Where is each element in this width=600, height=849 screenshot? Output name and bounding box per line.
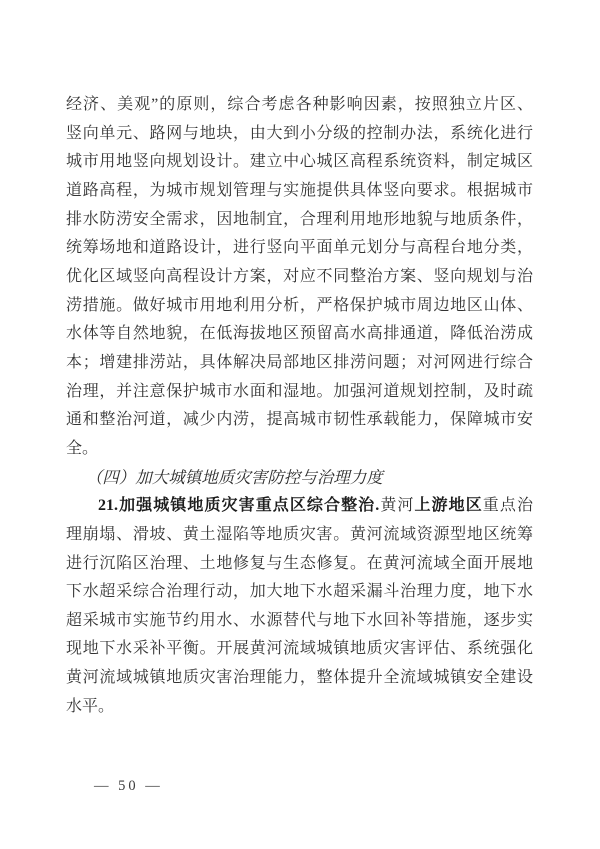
text-segment: 道路高程，为城市规划管理与实施提供具体竖向要求。根据城市 [66,181,533,199]
text-line [66,91,533,120]
text-line [66,292,533,321]
text-segment: 通和整治河道，减少内涝，提高城市韧性承载能力，保障城市安 [66,411,533,429]
text-line [66,206,533,235]
text-line [66,521,533,550]
text-segment: 城市用地竖向规划设计。建立中心城区高程系统资料，制定城区 [66,153,533,171]
text-line [66,177,533,206]
text-segment: 理崩塌、滑坡、黄土湿陷等地质灾害。黄河流域资源型地区统筹 [66,525,533,543]
text-segment: 竖向单元、路网与地块，由大到小分级的控制办法，系统化进行 [66,124,533,142]
text-line [66,492,533,521]
text-line [66,320,533,349]
text-segment: 超采城市实施节约用水、水源替代与地下水回补等措施，逐步实 [66,611,533,629]
page-number: — 50 — [94,778,163,794]
text-segment: 治理，并注意保护城市水面和湿地。加强河道规划控制，及时疏 [66,382,533,400]
text-line [66,435,533,464]
text-segment: 优化区域竖向高程设计方案，对应不同整治方案、竖向规划与治 [66,267,533,285]
text-line [66,635,533,664]
text-segment: 排水防涝安全需求，因地制宜，合理利用地形地貌与地质条件， [66,210,533,228]
paragraph-21 [66,492,533,721]
text-segment: 黄河流域城镇地质灾害治理能力，整体提升全流域城镇安全建设 [66,669,533,687]
text-segment: 涝措施。做好城市用地利用分析，严格保护城市周边地区山体、 [66,296,533,314]
text-segment: 下水超采综合治理行动，加大地下水超采漏斗治理力度，地下水 [66,583,533,601]
text-segment-bold: 21.加强城镇地质灾害重点区综合整治. [98,497,380,515]
text-segment: 统筹场地和道路设计，进行竖向平面单元划分与高程台地分类， [66,239,533,257]
text-line [66,349,533,378]
text-segment: 现地下水采补平衡。开展黄河流域城镇地质灾害评估、系统强化 [66,640,533,658]
text-segment-bold: 上游地区 [414,497,483,515]
text-line [66,664,533,693]
text-line [66,550,533,579]
text-line [66,693,533,722]
text-segment: 经济、美观”的原则，综合考虑各种影响因素，按照独立片区、 [66,96,533,113]
text-line [66,607,533,636]
text-segment: 全。 [66,439,99,457]
text-segment: 重点治 [482,497,533,515]
text-line [66,378,533,407]
body-text [66,91,533,721]
text-segment: 本；增建排涝站，具体解决局部地区排涝问题；对河网进行综合 [66,353,533,371]
text-line [66,234,533,263]
text-segment: 黄河 [379,497,415,515]
text-line [66,578,533,607]
text-line [66,406,533,435]
text-line [66,148,533,177]
text-line [66,263,533,292]
paragraph-continuation [66,91,533,464]
text-segment: 水平。 [66,697,115,715]
text-line [66,120,533,149]
text-segment: 进行沉陷区治理、土地修复与生态修复。在黄河流域全面开展地 [66,554,533,572]
section-heading: （四）加大城镇地质灾害防控与治理力度 [85,467,383,487]
text-segment: 水体等自然地貌，在低海拔地区预留高水高排通道，降低治涝成 [66,325,533,343]
